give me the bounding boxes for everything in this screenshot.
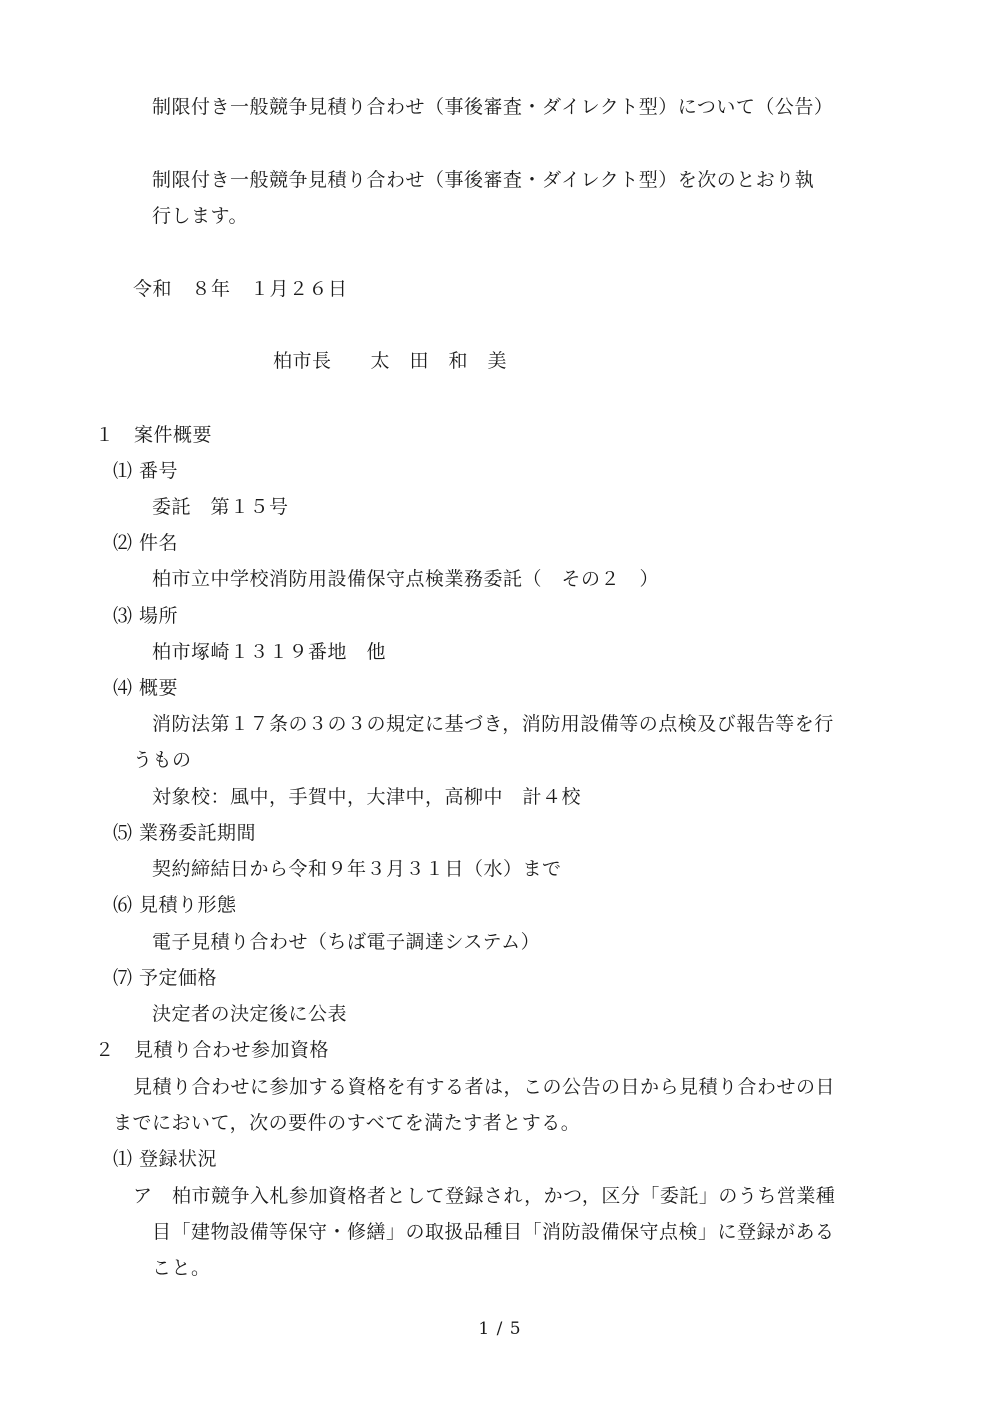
item-a-text: ア 柏市競争入札参加資格者として登録され，かつ，区分「委託」のうち営業種 [133,1185,836,1207]
page-number: 1 / 5 [478,1319,522,1339]
item-value-summary: 消防法第１７条の３の３の規定に基づき，消防用設備等の点検及び報告等を行 [152,713,834,735]
section-heading: ２ 見積り合わせ参加資格 [95,1039,330,1061]
intro-line: 行します。 [152,205,248,227]
item-value-format: 電子見積り合わせ（ちば電子調達システム） [152,931,541,953]
item-label-registration: ⑴ 登録状況 [113,1148,218,1170]
notice-title: 制限付き一般競争見積り合わせ（事後審査・ダイレクト型）について（公告） [152,96,834,118]
intro-line: 制限付き一般競争見積り合わせ（事後審査・ダイレクト型）を次のとおり執 [152,169,815,191]
item-value-period: 契約締結日から令和９年３月３１日（水）まで [152,858,562,880]
item-a-text: こと。 [152,1257,211,1279]
item-label-summary: ⑷ 概要 [113,677,179,699]
item-value-location: 柏市塚崎１３１９番地 他 [152,641,387,663]
notice-date: 令和 ８年 １月２６日 [133,278,348,300]
item-value-number: 委託 第１５号 [152,496,289,518]
item-label-period: ⑸ 業務委託期間 [113,822,257,844]
item-value-summary: うもの [133,749,192,771]
item-label-subject: ⑵ 件名 [113,532,179,554]
section-heading: １ 案件概要 [95,424,213,446]
section-intro: までにおいて，次の要件のすべてを満たす者とする。 [113,1112,581,1134]
item-label-location: ⑶ 場所 [113,605,179,627]
item-value-price: 決定者の決定後に公表 [152,1003,348,1025]
section-intro: 見積り合わせに参加する資格を有する者は，この公告の日から見積り合わせの日 [133,1076,836,1098]
item-label-format: ⑹ 見積り形態 [113,894,237,916]
item-label-price: ⑺ 予定価格 [113,967,218,989]
issuer-name: 柏市長 太 田 和 美 [273,350,508,372]
item-value-targets: 対象校：風中，手賀中，大津中，高柳中 計４校 [152,786,582,808]
item-value-subject: 柏市立中学校消防用設備保守点検業務委託（ その２ ） [152,568,660,590]
item-a-text: 目「建物設備等保守・修繕」の取扱品種目「消防設備保守点検」に登録がある [152,1221,835,1243]
item-label-number: ⑴ 番号 [113,460,179,482]
